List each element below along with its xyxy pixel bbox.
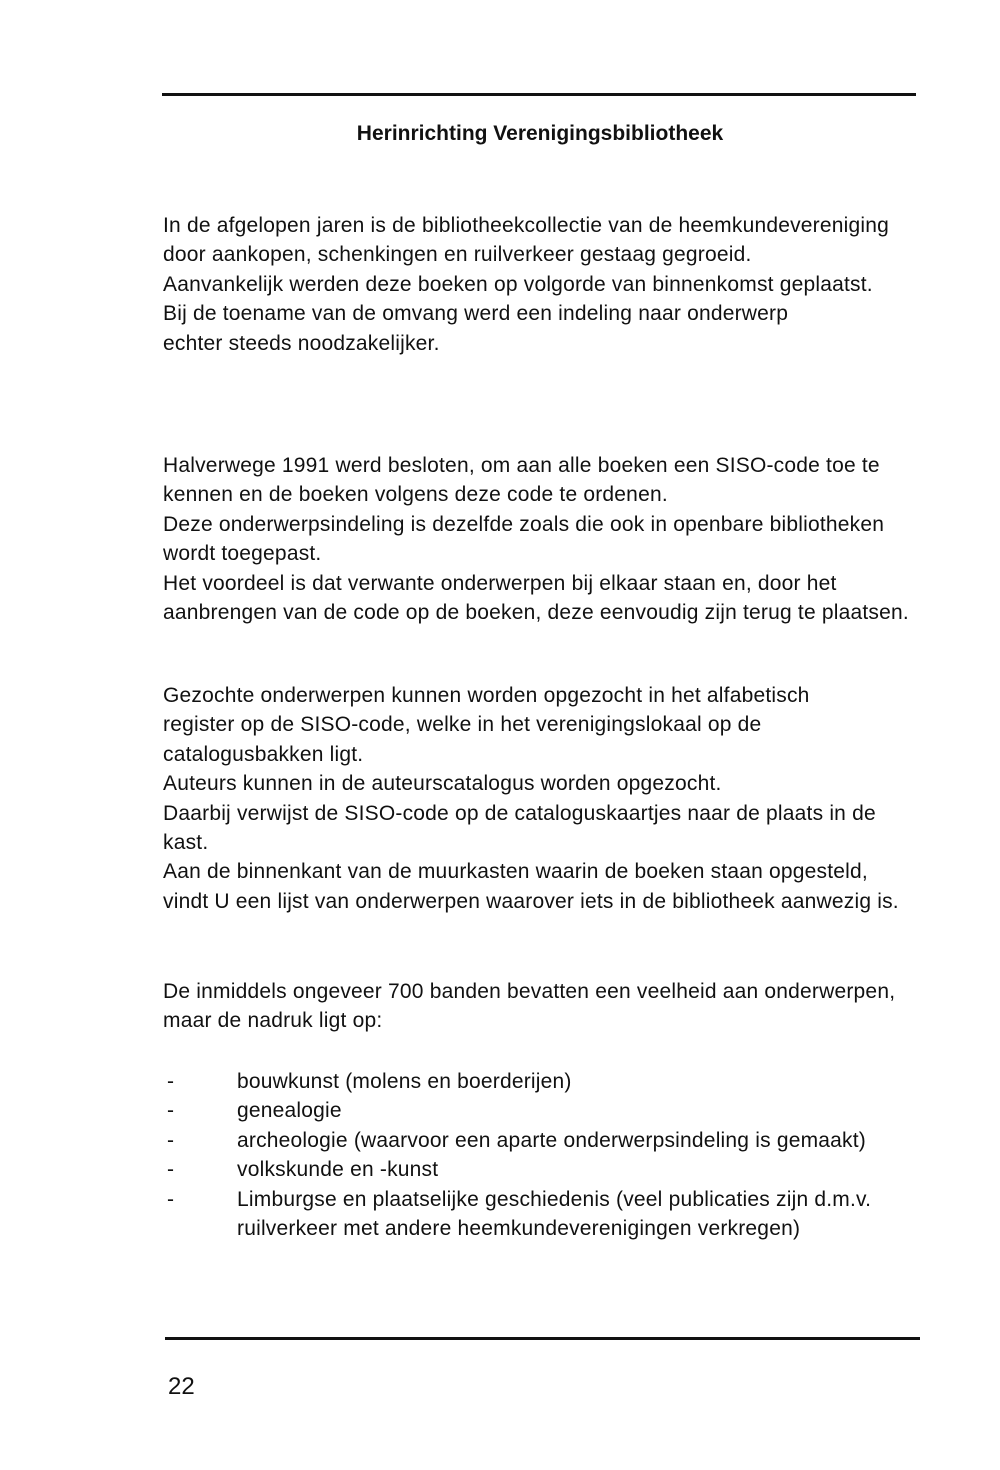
dash-bullet-icon: - <box>167 1128 175 1152</box>
list-item <box>163 1155 933 1184</box>
list-item <box>163 1096 933 1125</box>
list-item-text: Limburgse en plaatselijke geschiedenis (veel publicaties zijn d.m.v. ruilverkeer met andere heemkundeverenigingen verkregen) <box>237 1187 872 1241</box>
paragraph-line: Het voordeel is dat verwante onderwerpen bij elkaar staan en, door het aanbrengen van de code op de boeken, deze eenvoudig zijn terug te plaatsen. <box>163 571 909 625</box>
list-item <box>163 1185 937 1244</box>
paragraph-line: In de afgelopen jaren is de bibliotheekcollectie van de heemkundevereniging door aankopen, schenkingen en ruilverkeer gestaag gegroeid. <box>163 214 889 267</box>
list-item-text: bouwkunst (molens en boerderijen) <box>237 1070 572 1093</box>
paragraph-2 <box>163 451 923 627</box>
page-number: 22 <box>168 1373 195 1400</box>
bottom-rule <box>165 1337 920 1340</box>
paragraph-line: Bij de toename van de omvang werd een indeling naar onderwerp echter steeds noodzakelijker. <box>163 302 789 355</box>
paragraph-3 <box>163 681 923 916</box>
dash-bullet-icon: - <box>167 1158 175 1182</box>
paragraph-line: Halverwege 1991 werd besloten, om aan alle boeken een SISO-code toe te kennen en de boeken volgens deze code te ordenen. <box>163 454 880 507</box>
dash-bullet-icon: - <box>167 1187 175 1211</box>
paragraph-line: Aanvankelijk werden deze boeken op volgorde van binnenkomst geplaatst. <box>163 272 873 296</box>
paragraph-line: Deze onderwerpsindeling is dezelfde zoals die ook in openbare bibliotheken wordt toegepast. <box>163 512 885 566</box>
paragraph-4 <box>163 977 923 1036</box>
dash-bullet-icon: - <box>167 1099 175 1123</box>
list-item-text: archeologie (waarvoor een aparte onderwerpsindeling is gemaakt) <box>237 1128 866 1152</box>
list-item <box>163 1126 877 1155</box>
list-item-text: genealogie <box>237 1099 342 1123</box>
paragraph-line: Daarbij verwijst de SISO-code op de cataloguskaartjes naar de plaats in de kast. <box>163 801 876 855</box>
paragraph-line: Auteurs kunnen in de auteurscatalogus worden opgezocht. <box>163 772 722 796</box>
paragraph-line: Aan de binnenkant van de muurkasten waarin de boeken staan opgesteld, vindt U een lijst van onderwerpen waarover iets in de bibliotheek aanwezig is. <box>163 860 899 913</box>
list-item <box>163 1067 933 1096</box>
page-title: Herinrichting Verenigingsbibliotheek <box>356 122 724 145</box>
list-item-text: volkskunde en -kunst <box>237 1158 439 1182</box>
paragraph-line: De inmiddels ongeveer 700 banden bevatten een veelheid aan onderwerpen, maar de nadruk ligt op: <box>163 980 896 1033</box>
topic-list <box>163 1067 933 1243</box>
paragraph-line: Gezochte onderwerpen kunnen worden opgezocht in het alfabetisch register op de SISO-code, welke in het verenigingslokaal op de catalogusbakken ligt. <box>163 684 810 766</box>
dash-bullet-icon: - <box>167 1070 175 1093</box>
paragraph-1 <box>163 211 923 358</box>
top-rule <box>162 93 916 96</box>
